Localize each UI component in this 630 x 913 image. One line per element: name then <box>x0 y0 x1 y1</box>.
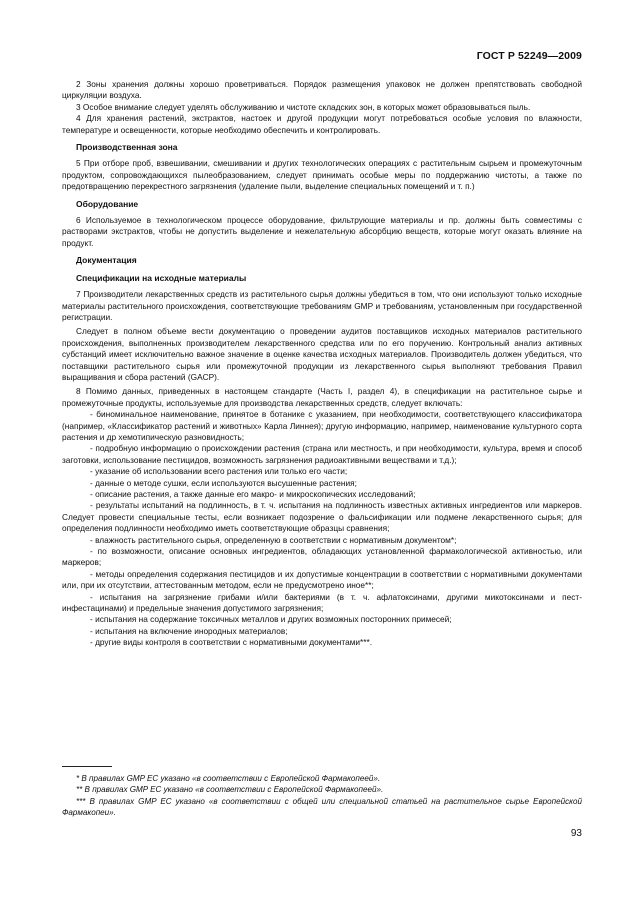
list-item: - испытания на загрязнение грибами и/или бактериями (в т. ч. афлатоксинами, другими микотоксинами и пест-инфестацинами) и предельные значения допустимого загрязнения; <box>62 591 582 614</box>
paragraph: 4 Для хранения растений, экстрактов, настоек и другой продукции могут потребоваться особые условия по влажности, температуре и освещенности, которые необходимо обеспечить и контролировать. <box>62 113 582 135</box>
list-item: - результаты испытаний на подлинность, в т. ч. испытания на подлинность известных активных ингредиентов или маркеров. Следует провести специальные тесты, если возникает подозрение о фальсификации или подмене лекарственного сырья; для определения подлинности необходимо иметь соответствующие образцы сравнения; <box>62 500 582 534</box>
footnote: *** В правилах GMP ЕС указано «в соответствии с общей или специальной статьей на растительное сырье Европейской Фармакопеи». <box>62 796 582 817</box>
list-item: - влажность растительного сырья, определенную в соответствии с нормативным документом*; <box>90 534 457 545</box>
paragraph: 3 Особое внимание следует уделять обслуживанию и чистоте складских зон, в которых может образовываться пыль. <box>76 101 531 112</box>
paragraph: 6 Используемое в технологическом процессе оборудование, фильтрующие материалы и пр. должны быть совместимы с растворами экстрактов, чтобы не допустить выделение и нежелательную абсорбцию веществ, которые могут оказать влияние на продукт. <box>62 215 582 248</box>
list-item: - данные о методе сушки, если используются высушенные растения; <box>90 477 357 488</box>
page-header-standard: ГОСТ Р 52249—2009 <box>476 50 582 62</box>
list-item: - методы определения содержания пестицидов и их допустимые концентрации в соответствии с нормативными документами или, при их отсутствии, аттестованным методом, если не предусмотрено иное**; <box>62 568 582 591</box>
list-item: - описание растения, а также данные его макро- и микроскопических исследований; <box>90 489 416 499</box>
section-heading-specifications: Спецификации на исходные материалы <box>76 272 247 283</box>
footnotes <box>62 773 582 818</box>
paragraph: Следует в полном объеме вести документацию о проведении аудитов поставщиков исходных материалов растительного происхождения, выполненных производителем лекарственного средства или по его поручению. Контрольный анализ активных субстанций имеет исключительно важное значение в оценке качества исходных материалов. Производитель должен убедиться, что поставщики растительного сырья или промежуточной продукции из лекарственного сырья выполняют требования Правил выращивания и сбора растений (GACP). <box>62 326 582 382</box>
list-item: - другие виды контроля в соответствии с нормативными документами***. <box>90 637 373 648</box>
footnote: * В правилах GMP ЕС указано «в соответствии с Европейской Фармакопеей». <box>76 774 381 783</box>
paragraph: 2 Зоны хранения должны хорошо проветриваться. Порядок размещения упаковок не должен препятствовать свободной циркуляции воздуха. <box>62 79 582 101</box>
body-text <box>62 79 582 649</box>
list-item: - указание об использовании всего растения или только его части; <box>90 466 348 477</box>
footnote: ** В правилах GMP ЕС указано «в соответствии с Европейской Фармакопеей». <box>76 785 384 795</box>
paragraph: 5 При отборе проб, взвешивании, смешивании и других технологических операциях с растительным сырьем и промежуточным продуктом, сопровождающихся пылеобразованием, следует принимать особые меры по поддержанию чистоты, а также по предотвращению перекрестного загрязнения (удаление пыли, выделение специальных помещений и т. п.) <box>62 158 582 192</box>
footnote-divider <box>62 766 112 767</box>
list-item: - подробную информацию о происхождении растения (страна или местность, и при необходимости, культура, время и способ заготовки, использование пестицидов, возможность загрязнения радиоактивными веществами и т.д.); <box>62 443 582 465</box>
section-heading-equipment: Оборудование <box>76 198 139 209</box>
list-item: - испытания на содержание токсичных металлов и других возможных посторонних примесей; <box>90 614 452 625</box>
paragraph: 8 Помимо данных, приведенных в настоящем стандарте (Часть I, раздел 4), в спецификации на растительное сырье и промежуточные продукты, используемые для производства лекарственных средств, следует включать: <box>62 386 582 408</box>
page-number: 93 <box>570 828 582 839</box>
list-item: - биноминальное наименование, принятое в ботанике с указанием, при необходимости, соответствующего классификатора (например, «Классификатор растений и животных» Карла Линнея); другую информацию, например, наименование культурного сорта растения и др хемотипическую разновидность; <box>62 409 582 442</box>
section-heading-production: Производственная зона <box>76 142 178 153</box>
section-heading-documentation: Документация <box>76 255 137 266</box>
list-item: - по возможности, описание основных ингредиентов, обладающих установленной фармакологической активностью, или маркеров; <box>62 546 582 568</box>
paragraph: 7 Производители лекарственных средств из растительного сырья должны убедиться в том, что они используют только исходные материалы растительного происхождения, соответствующие требованиям GMP и требованиям, установленным при государственной регистрации. <box>62 289 582 322</box>
list-item: - испытания на включение инородных материалов; <box>90 625 288 636</box>
